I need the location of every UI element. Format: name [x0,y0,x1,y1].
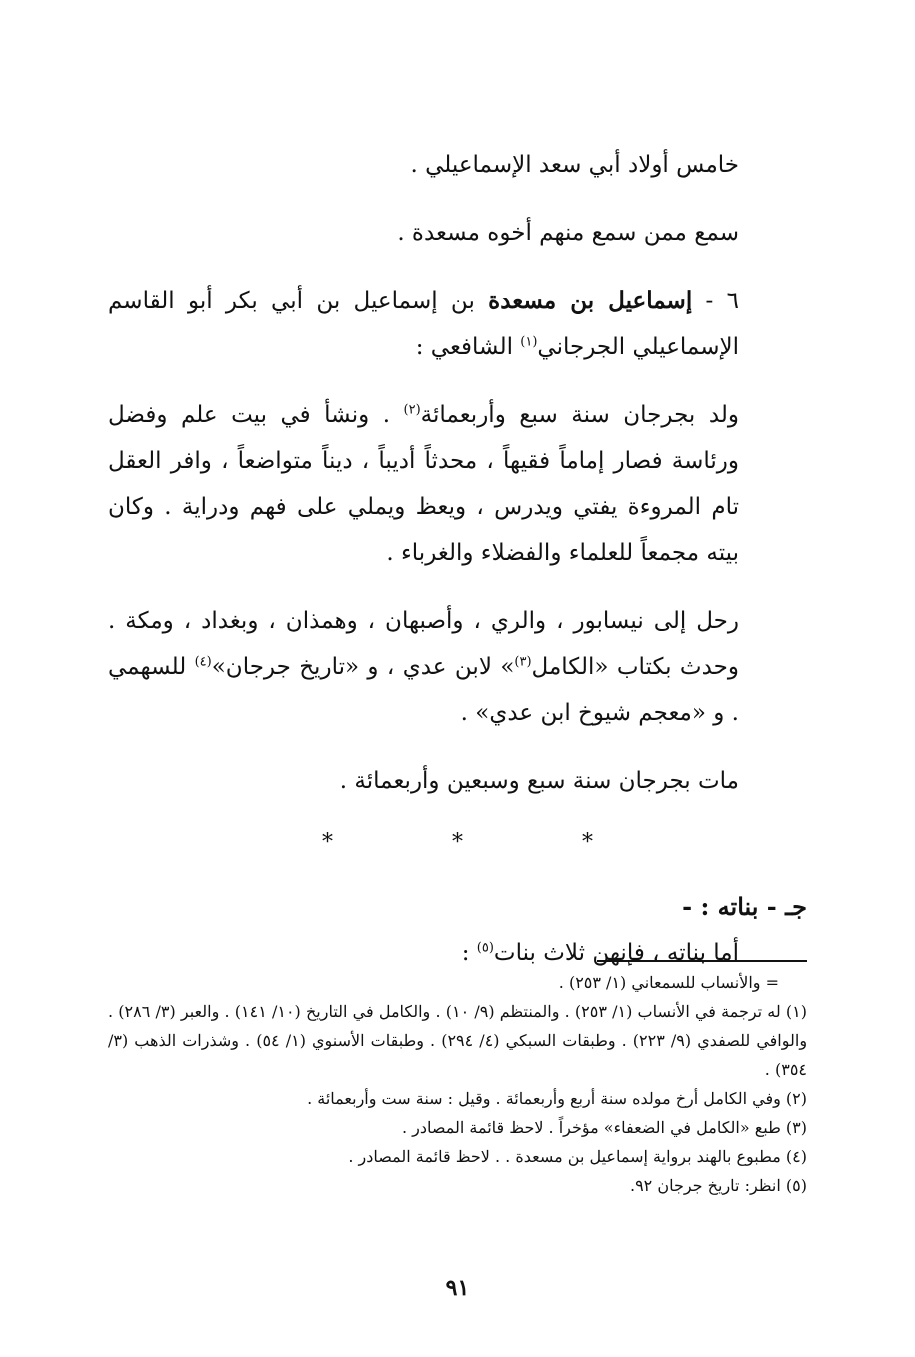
birth-text-1: ولد بجرجان سنة سبع وأربعمائة [420,402,740,428]
section-divider-stars: * * * [322,830,649,855]
paragraph-death: مات بجرجان سنة سبع وسبعين وأربعمائة . [339,768,739,794]
footnote-2: (٢) وفي الكامل أرخ مولده سنة أربع وأربعمائة . وقيل : سنة ست وأربعمائة . [307,1089,807,1108]
footnote-1: (١) له ترجمة في الأنساب (١/ ٢٥٣) . والمنتظم (٩/ ١٠) . والكامل في التاريخ (١٠/ ١٤١) . والعبر (٣/ ٢٨٦) . والوافي للصفدي (٩/ ٢٢٣) . وطبقات السبكي (٤/ ٢٩٤) . وطبقات الأسنوي (١/ ٥٤) . وشذرات الذهب (٣/ ٣٥٤) . [108,1002,808,1079]
footnotes [108,960,807,1200]
footnote-ref-3: (٣) [514,654,532,670]
paragraph-2: سمع ممن سمع منهم أخوه مسعدة . [397,220,739,246]
entry-text-1: بن إسماعيل بن أبي بكر أبو القاسم الإسماعيلي الجرجاني [108,288,739,360]
birth-text-2: . ونشأ في بيت علم وفضل ورئاسة فصار إماماً فقيهاً ، محدثاً أديباً ، ديناً متواضعاً ، وافر العقل تام المروءة يفتي ويدرس ، ويعظ ويملي على فهم ودراية . وكان بيته مجمعاً للعلماء والفضلاء والغرباء . [108,402,739,566]
footnote-separator [597,960,807,962]
travels-text-1: رحل إلى نيسابور ، والري ، وأصبهان ، وهمذان ، وبغداد ، ومكة . وحدث بكتاب «الكامل [108,608,739,680]
footnote-ref-1: (١) [520,334,538,350]
page-number: ٩١ [445,1275,470,1301]
entry-text-2: الشافعي : [415,334,521,360]
footnote-ref-2: (٢) [403,402,421,418]
section-heading: جـ - بناته : - [682,892,807,921]
travels-text-2: » لابن عدي ، و «تاريخ جرجان» [211,654,515,680]
footnote-ref-5: (٥) [476,940,494,956]
daughters-text-1: أما بناته ، فإنهن ثلاث بنات [493,940,739,966]
paragraph-birth [108,392,807,576]
entry-name: إسماعيل بن مسعدة [488,287,693,314]
footnote-ref-4: (٤) [194,654,212,670]
daughters-text-2: : [461,940,477,966]
footnote-3: (٣) طبع «الكامل في الضعفاء» مؤخراً . لاحظ قائمة المصادر . [401,1118,807,1137]
entry-paragraph [108,278,807,370]
footnote-4: (٤) مطبوع بالهند برواية إسماعيل بن مسعدة . . لاحظ قائمة المصادر . [348,1147,807,1166]
footnote-5: (٥) انظر: تاريخ جرجان ٩٢. [629,1176,807,1195]
paragraph-travels [108,598,807,736]
footnote-continuation: = والأنساب للسمعاني (١/ ٢٥٣) . [558,973,779,992]
main-text [108,142,807,976]
paragraph-1: خامس أولاد أبي سعد الإسماعيلي . [410,152,739,178]
entry-number: ٦ - [692,288,740,314]
travels-text-3: للسهمي . و «معجم شيوخ ابن عدي» . [108,654,739,726]
